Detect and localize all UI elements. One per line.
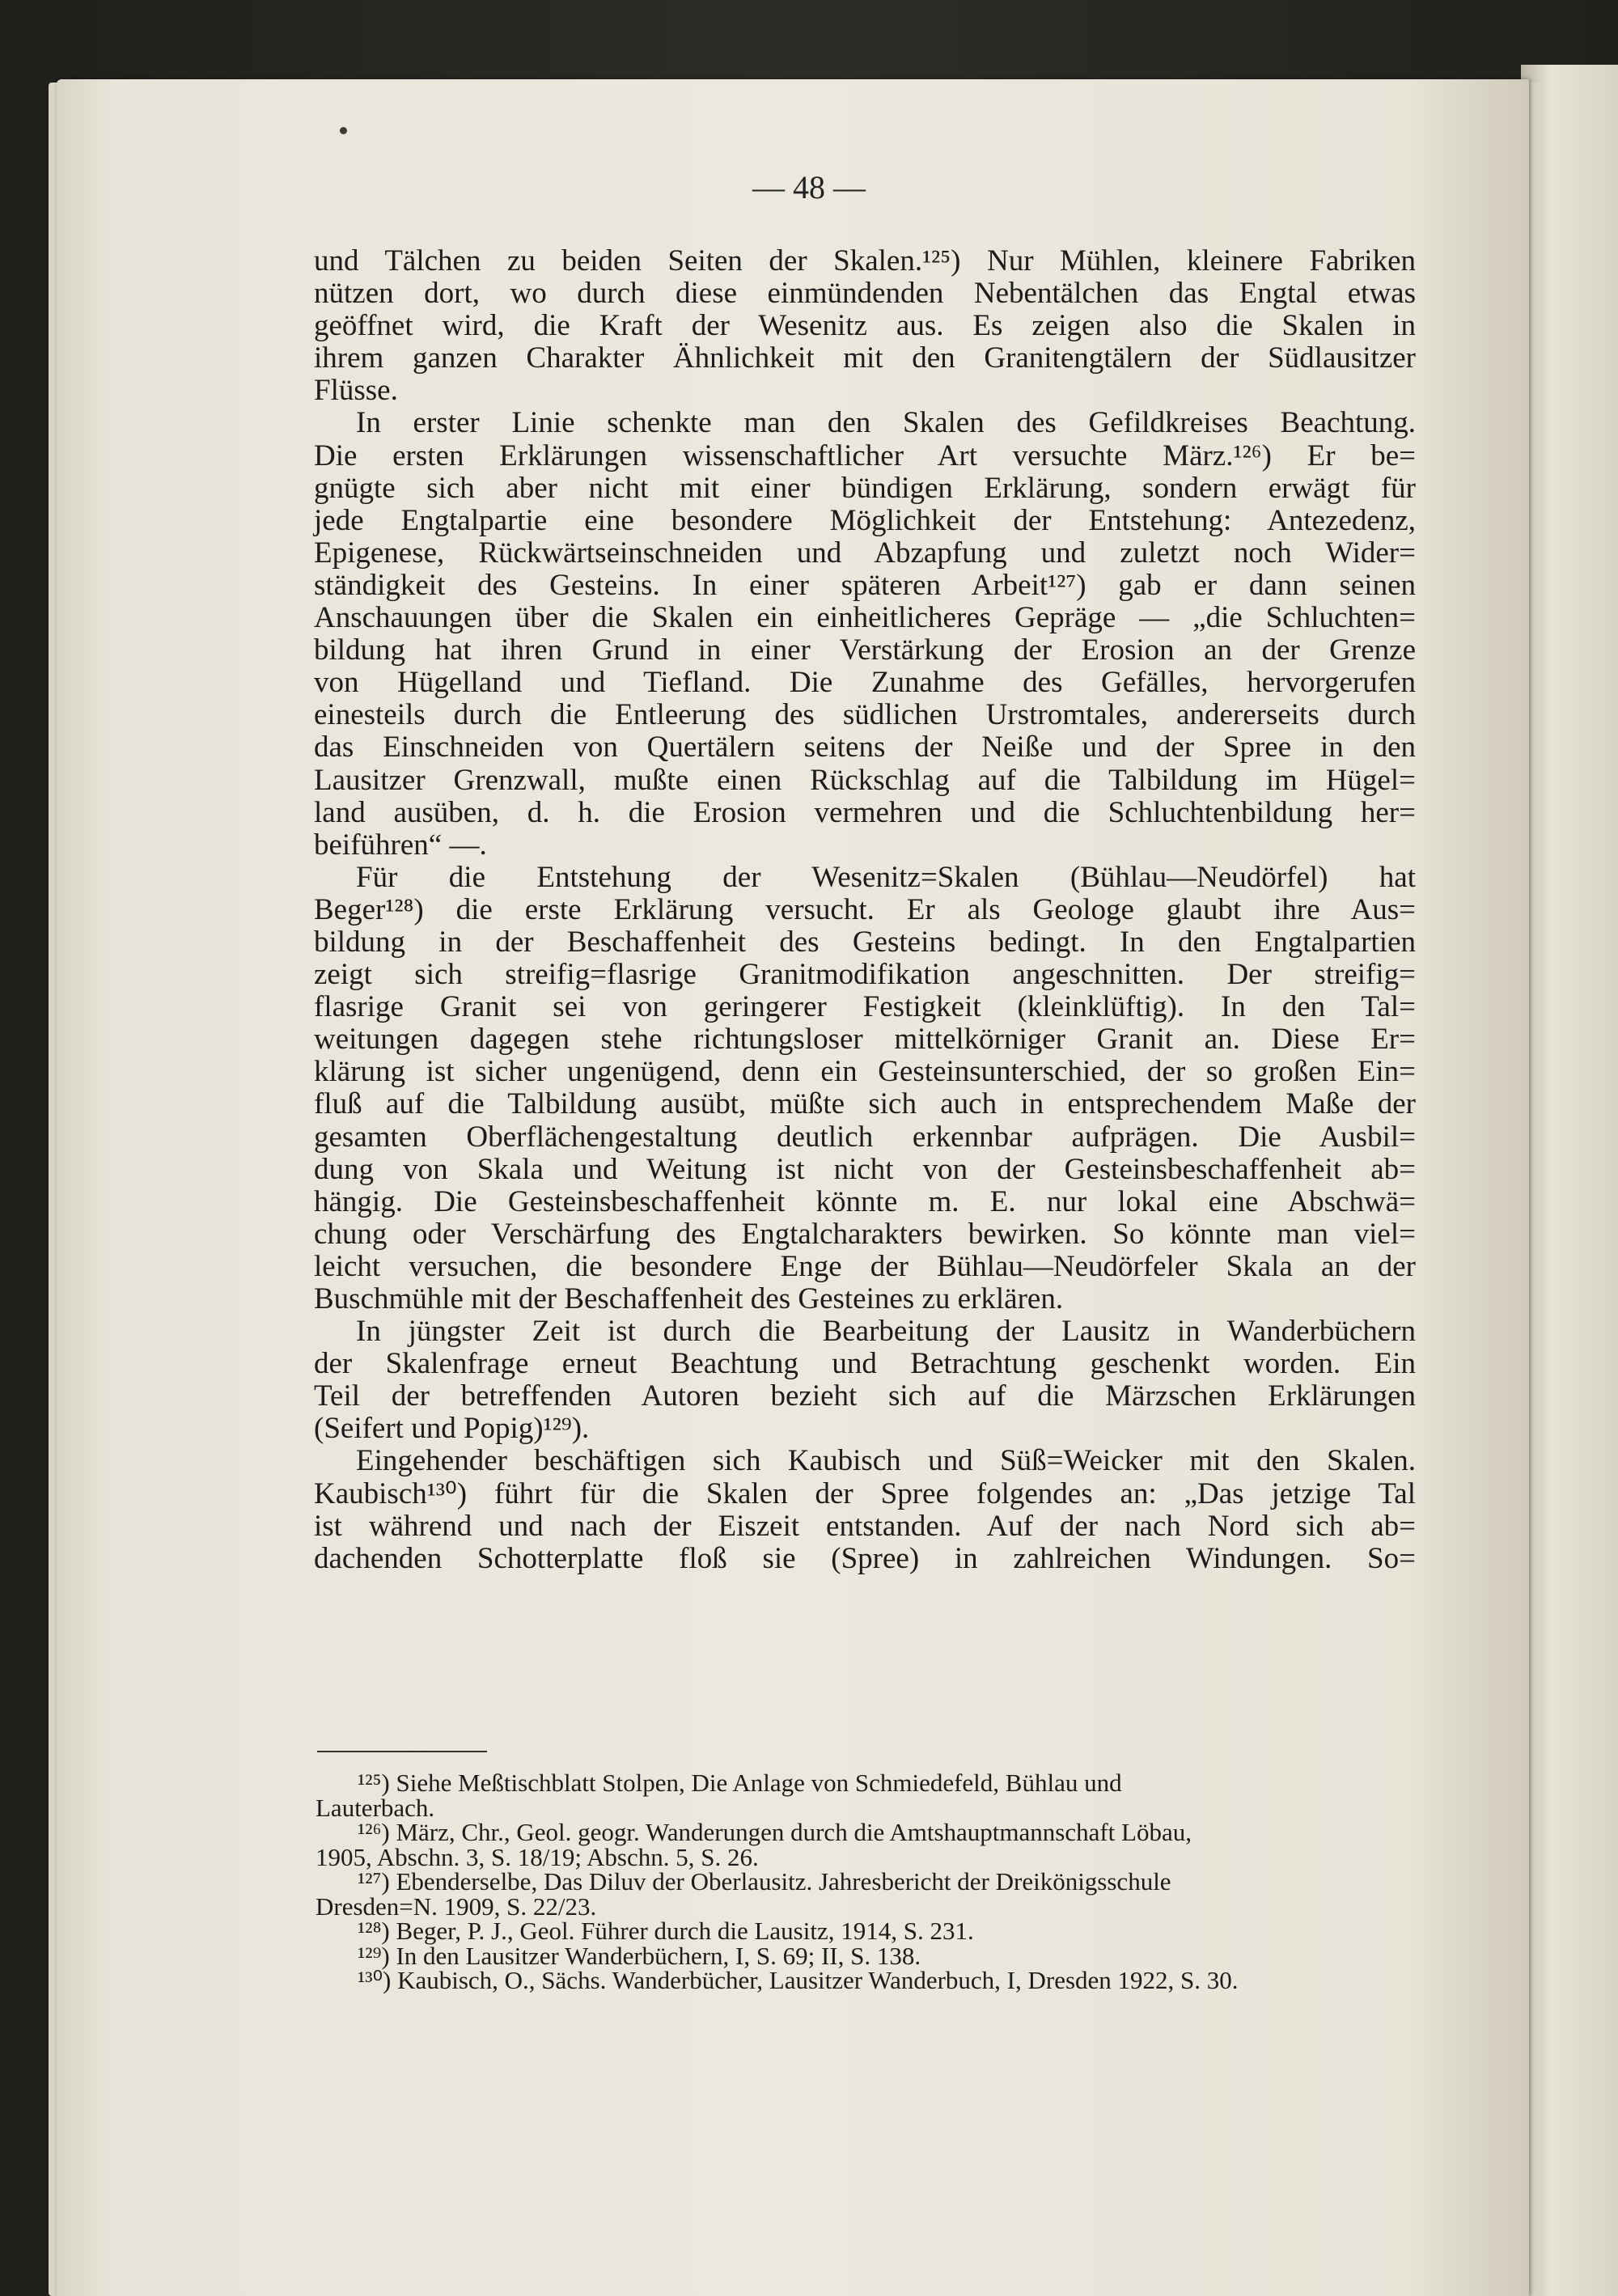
text-line: der Skalenfrage erneut Beachtung und Betrachtung geschenkt worden. Ein bbox=[314, 1347, 1416, 1381]
text-line: hängig. Die Gesteinsbeschaffenheit könnte m. E. nur lokal eine Abschwä= bbox=[314, 1184, 1416, 1218]
text-line: nützen dort, wo durch diese einmündenden Nebentälchen das Engtal etwas bbox=[314, 277, 1416, 311]
text-line: ständigkeit des Gesteins. In einer späteren Arbeit¹²⁷) gab er dann seinen bbox=[314, 568, 1416, 602]
ink-spot bbox=[340, 127, 347, 134]
text-line: Teil der betreffenden Autoren bezieht sich auf die Märzschen Erklärungen bbox=[314, 1379, 1416, 1413]
text-line: klärung ist sicher ungenügend, denn ein Gesteinsunterschied, der so großen Ein= bbox=[314, 1055, 1416, 1089]
text-line: einesteils durch die Entleerung des südlichen Urstromtales, andererseits durch bbox=[314, 698, 1416, 732]
footnote-line: ¹³⁰) Kaubisch, O., Sächs. Wanderbücher, Lausitzer Wanderbuch, I, Dresden 1922, S. 30. bbox=[358, 1966, 1239, 1994]
footnote-line: ¹²⁹) In den Lausitzer Wanderbüchern, I, S. 69; II, S. 138. bbox=[358, 1941, 921, 1970]
text-line: Flüsse. bbox=[314, 374, 398, 408]
text-line: Buschmühle mit der Beschaffenheit des Gesteines zu erklären. bbox=[314, 1282, 1064, 1315]
text-line: dachenden Schotterplatte floß sie (Spree) in zahlreichen Windungen. So= bbox=[314, 1541, 1416, 1575]
text-line: Beger¹²⁸) die erste Erklärung versucht. Er als Geologe glaubt ihre Aus= bbox=[314, 892, 1416, 926]
text-line: In jüngster Zeit ist durch die Bearbeitung der Lausitz in Wanderbüchern bbox=[356, 1315, 1416, 1349]
text-line: Kaubisch¹³⁰) führt für die Skalen der Spree folgendes an: „Das jetzige Tal bbox=[314, 1476, 1416, 1510]
text-line: (Seifert und Popig)¹²⁹). bbox=[314, 1412, 590, 1446]
footnote-line: 1905, Abschn. 3, S. 18/19; Abschn. 5, S. 26. bbox=[316, 1842, 759, 1871]
footnote-line: ¹²⁵) Siehe Meßtischblatt Stolpen, Die Anlage von Schmiedefeld, Bühlau und bbox=[358, 1769, 1122, 1797]
text-line: geöffnet wird, die Kraft der Wesenitz aus. Es zeigen also die Skalen in bbox=[314, 309, 1416, 343]
text-line: Für die Entstehung der Wesenitz=Skalen (Bühlau—Neudörfel) hat bbox=[356, 860, 1416, 894]
footnote-divider bbox=[317, 1751, 487, 1752]
page-number: — 48 — bbox=[752, 169, 866, 205]
text-line: chung oder Verschärfung des Engtalcharakters bewirken. So könnte man viel= bbox=[314, 1217, 1416, 1251]
text-line: fluß auf die Talbildung ausübt, müßte sich auch in entsprechendem Maße der bbox=[314, 1087, 1416, 1121]
text-line: weitungen dagegen stehe richtungsloser mittelkörniger Granit an. Diese Er= bbox=[314, 1023, 1416, 1057]
text-line: zeigt sich streifig=flasrige Granitmodifikation angeschnitten. Der streifig= bbox=[314, 958, 1416, 992]
text-line: ist während und nach der Eiszeit entstanden. Auf der nach Nord sich ab= bbox=[314, 1509, 1416, 1543]
text-line: Die ersten Erklärungen wissenschaftlicher Art versuchte März.¹²⁶) Er be= bbox=[314, 438, 1416, 472]
text-line: beiführen“ —. bbox=[314, 828, 487, 862]
text-line: das Einschneiden von Quertälern seitens der Neiße und der Spree in den bbox=[314, 731, 1416, 765]
text-line: dung von Skala und Weitung ist nicht von der Gesteinsbeschaffenheit ab= bbox=[314, 1152, 1416, 1186]
text-line: bildung in der Beschaffenheit des Gesteins bedingt. In den Engtalpartien bbox=[314, 925, 1416, 959]
footnote-line: Lauterbach. bbox=[316, 1793, 435, 1822]
text-line: leicht versuchen, die besondere Enge der Bühlau—Neudörfeler Skala an der bbox=[314, 1249, 1416, 1283]
text-line: ihrem ganzen Charakter Ähnlichkeit mit den Granitengtälern der Südlausitzer bbox=[314, 341, 1416, 375]
text-line: bildung hat ihren Grund in einer Verstärkung der Erosion an der Grenze bbox=[314, 633, 1416, 667]
text-line: land ausüben, d. h. die Erosion vermehren und die Schluchtenbildung her= bbox=[314, 795, 1416, 829]
text-line: Anschauungen über die Skalen ein einheitlicheres Gepräge — „die Schluchten= bbox=[314, 601, 1416, 635]
text-line: von Hügelland und Tiefland. Die Zunahme des Gefälles, hervorgerufen bbox=[314, 666, 1416, 700]
text-line: Epigenese, Rückwärtseinschneiden und Abzapfung und zuletzt noch Wider= bbox=[314, 536, 1416, 570]
footnote-line: ¹²⁷) Ebenderselbe, Das Diluv der Oberlausitz. Jahresbericht der Dreikönigsschule bbox=[358, 1867, 1171, 1896]
text-line: In erster Linie schenkte man den Skalen des Gefildkreises Beachtung. bbox=[356, 406, 1416, 440]
footnotes bbox=[316, 1771, 1417, 1993]
text-line: Lausitzer Grenzwall, mußte einen Rückschlag auf die Talbildung im Hügel= bbox=[314, 763, 1416, 797]
footnote-line: ¹²⁶) März, Chr., Geol. geogr. Wanderungen durch die Amtshauptmannschaft Löbau, bbox=[358, 1818, 1192, 1846]
footnote-line: Dresden=N. 1909, S. 22/23. bbox=[316, 1891, 597, 1921]
text-line: gnügte sich aber nicht mit einer bündigen Erklärung, sondern erwägt für bbox=[314, 471, 1416, 505]
text-line: Eingehender beschäftigen sich Kaubisch und Süß=Weicker mit den Skalen. bbox=[356, 1444, 1416, 1478]
body-text bbox=[314, 245, 1416, 1575]
text-line: und Tälchen zu beiden Seiten der Skalen.¹²⁵) Nur Mühlen, kleinere Fabriken bbox=[314, 244, 1416, 277]
text-line: gesamten Oberflächengestaltung deutlich erkennbar aufprägen. Die Ausbil= bbox=[314, 1120, 1416, 1154]
text-line: jede Engtalpartie eine besondere Möglichkeit der Entstehung: Antezedenz, bbox=[314, 503, 1416, 537]
footnote-line: ¹²⁸) Beger, P. J., Geol. Führer durch die Lausitz, 1914, S. 231. bbox=[358, 1917, 974, 1945]
text-line: flasrige Granit sei von geringerer Festigkeit (kleinklüftig). In den Tal= bbox=[314, 990, 1416, 1024]
